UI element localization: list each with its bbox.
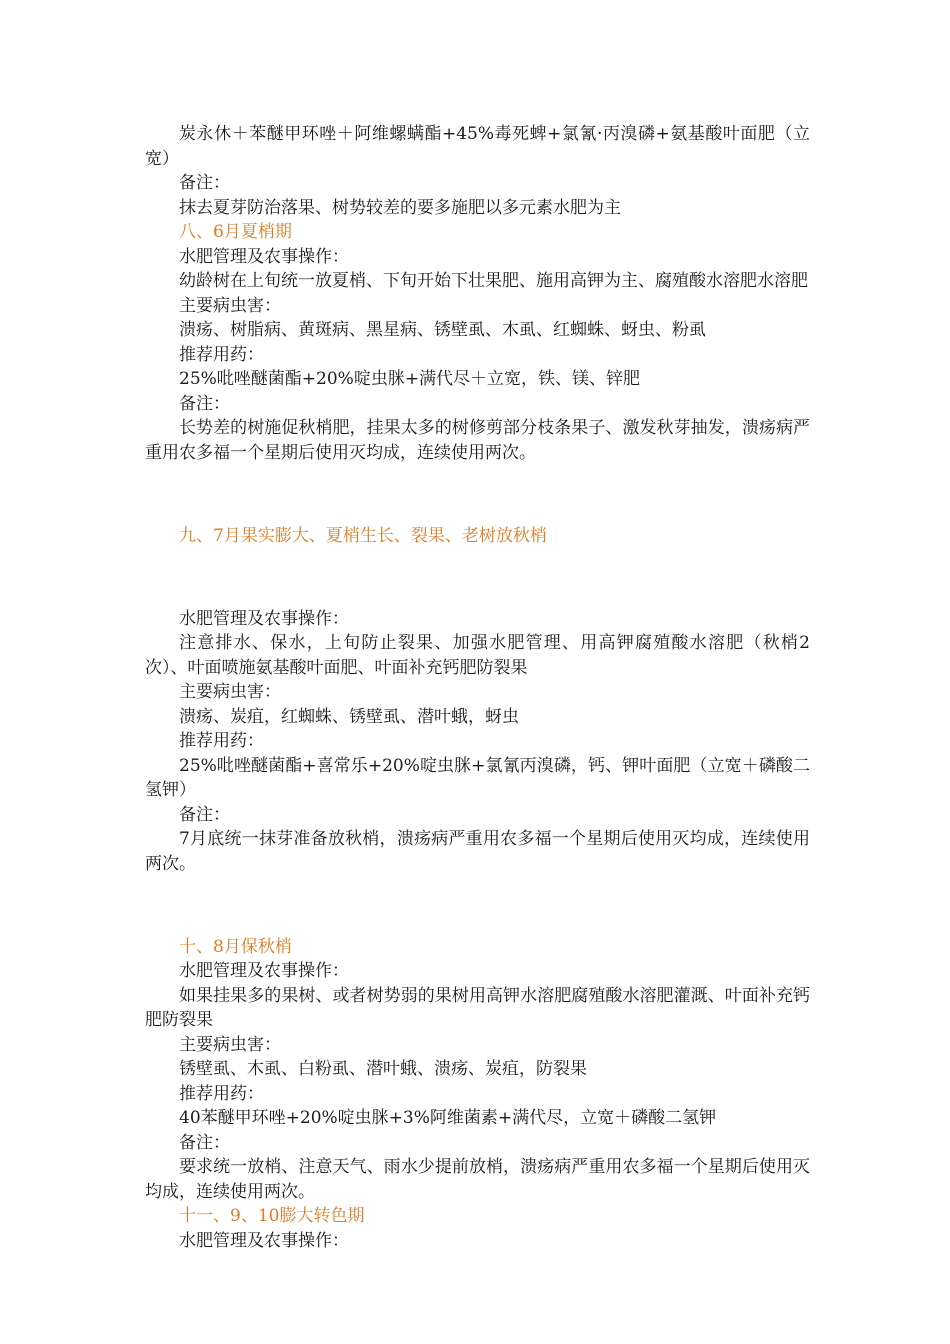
section-heading: 八、6月夏梢期 [179,222,292,242]
section-heading: 九、7月果实膨大、夏梢生长、裂果、老树放秋梢 [179,525,547,546]
paragraph: 推荐用药： [179,1083,264,1104]
paragraph: 25%吡唑醚菌酯+喜常乐+20%啶虫脒+氯氰丙溴磷，钙、钾叶面肥（立宽＋磷酸二氢钾） [145,755,810,800]
paragraph: 主要病虫害： [179,295,281,316]
paragraph: 抹去夏芽防治落果、树势较差的要多施肥以多元素水肥为主 [179,197,621,218]
paragraph: 主要病虫害： [179,1034,281,1055]
paragraph: 要求统一放梢、注意天气、雨水少提前放梢，溃疡病严重用农多福一个星期后使用灭均成，连续使用两次。 [145,1157,810,1202]
blank-line [145,893,810,918]
paragraph: 溃疡、树脂病、黄斑病、黑星病、锈壁虱、木虱、红蜘蛛、蚜虫、粉虱 [179,320,706,340]
paragraph: 炭永休＋苯醚甲环唑＋阿维螺螨酯+45%毒死蜱+氯氰·丙溴磷+氨基酸叶面肥（立宽） [145,124,810,169]
document-page [145,122,810,1253]
paragraph: 25%吡唑醚菌酯+20%啶虫脒+满代尽＋立宽，铁、镁、锌肥 [179,369,641,389]
section-heading: 十、8月保秋梢 [179,936,292,957]
paragraph: 7月底统一抹芽准备放秋梢，溃疡病严重用农多福一个星期后使用灭均成，连续使用两次。 [145,829,810,874]
paragraph: 锈壁虱、木虱、白粉虱、潜叶蛾、溃疡、炭疽，防裂果 [179,1059,587,1079]
paragraph: 40苯醚甲环唑+20%啶虫脒+3%阿维菌素+满代尽，立宽＋磷酸二氢钾 [179,1108,717,1128]
paragraph: 备注： [179,804,230,825]
paragraph: 幼龄树在上旬统一放夏梢、下旬开始下壮果肥、施用高钾为主、腐殖酸水溶肥水溶肥 [179,271,808,291]
paragraph: 备注： [179,393,230,414]
paragraph: 水肥管理及农事操作： [179,1230,349,1251]
paragraph: 长势差的树施促秋梢肥，挂果太多的树修剪部分枝条果子、激发秋芽抽发，溃疡病严重用农多福一个星期后使用灭均成，连续使用两次。 [145,418,810,463]
blank-line [145,565,810,590]
paragraph: 推荐用药： [179,344,264,365]
paragraph: 溃疡、炭疽，红蜘蛛、锈壁虱、潜叶蛾，蚜虫 [179,706,519,727]
blank-line [145,482,810,507]
section-heading: 十一、9、10膨大转色期 [179,1206,365,1226]
paragraph: 主要病虫害： [179,682,281,702]
paragraph: 推荐用药： [179,731,264,751]
paragraph: 备注： [179,173,230,193]
paragraph: 注意排水、保水，上旬防止裂果、加强水肥管理、用高钾腐殖酸水溶肥（秋梢2次）、叶面喷施氨基酸叶面肥、叶面补充钙肥防裂果 [145,633,810,678]
paragraph: 水肥管理及农事操作： [179,246,349,267]
paragraph: 备注： [179,1132,230,1153]
paragraph: 如果挂果多的果树、或者树势弱的果树用高钾水溶肥腐殖酸水溶肥灌溉、叶面补充钙肥防裂果 [145,985,810,1030]
paragraph: 水肥管理及农事操作： [179,608,349,629]
paragraph: 水肥管理及农事操作： [179,961,349,981]
